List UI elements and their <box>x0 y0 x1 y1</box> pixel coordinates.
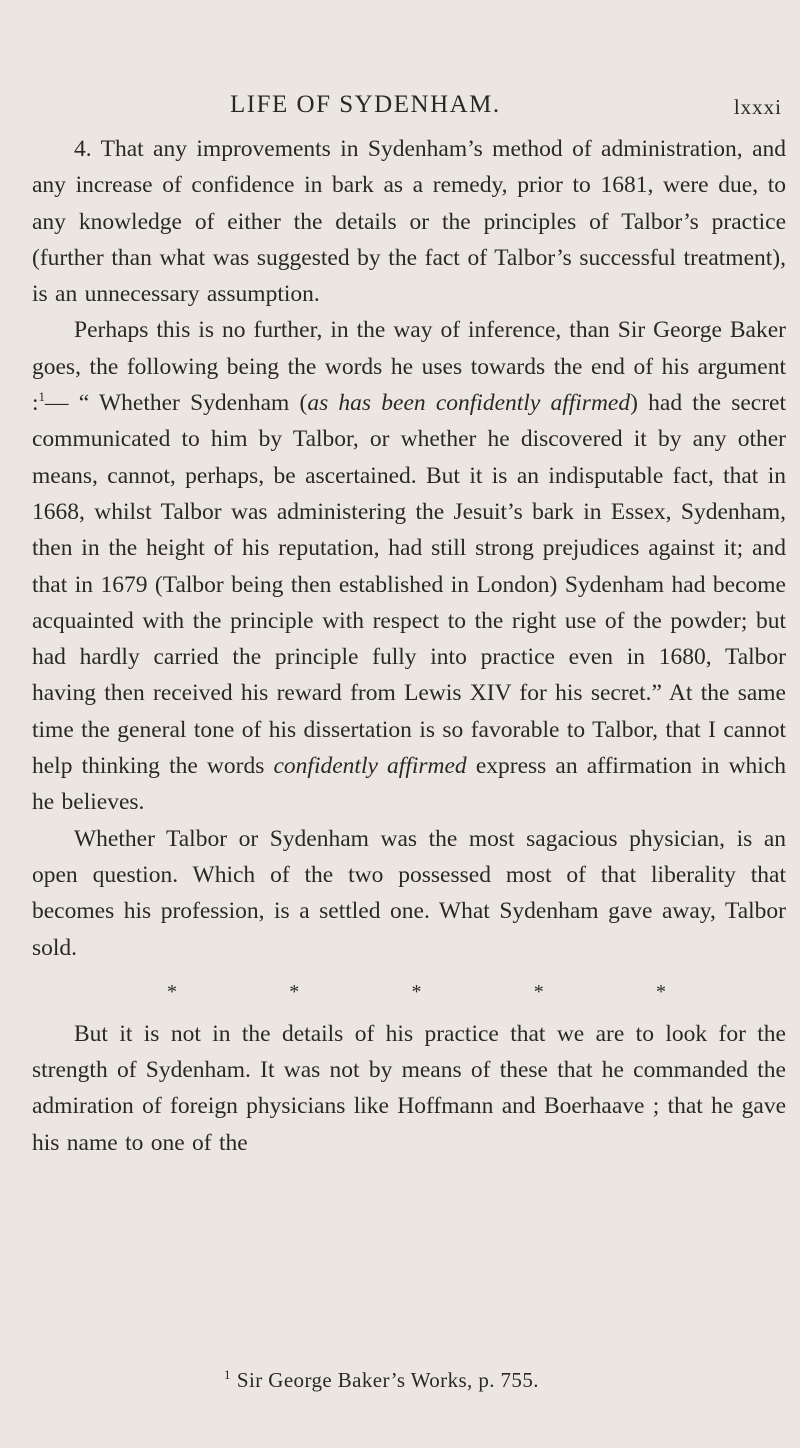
paragraph-baker-quote <box>32 312 786 820</box>
footnote-reference: 1 <box>38 389 46 405</box>
italic-phrase: as has been confidently affirmed <box>307 390 631 417</box>
paragraph-point-4: 4. That any improvements in Sydenham’s method of administration, and any increase of confidence in bark as a remedy, prior to 1681, were due, to any knowledge of either the details or the principles of Talbor’s practice (further than what was suggested by the fact of Talbor’s successful treatment), is an unnecessary assumption. <box>32 136 786 308</box>
asterisk-separator: * <box>533 980 544 1003</box>
paragraph-comparison: Whether Talbor or Sydenham was the most sagacious physician, is an open question. Which of the two possessed most of that liberality that becomes his profession, is a settled one. What Sydenham gave away, Talbor sold. <box>32 825 786 961</box>
footnote-mark: 1 <box>224 1367 231 1382</box>
running-title: LIFE OF SYDENHAM. <box>230 91 501 118</box>
asterisk-separator: * <box>167 980 177 1003</box>
asterisk-separator: * <box>656 980 666 1003</box>
paragraph-strength: But it is not in the details of his practice that we are to look for the strength of Sydenham. It was not by means of these that he commanded the admiration of foreign physicians like Hoffmann and Boerhaave ; that he gave his name to one of the <box>32 1020 786 1156</box>
paragraph-text: ) had the secret communicated to him by Talbor, or whether he discovered it by any other means, cannot, perhaps, be ascertained. But it is an indisputable fact, that in 1668, whilst Talbor was administering the Jesuit’s bark in Essex, Sydenham, then in the height of his reputation, had still strong prejudices against it; and that in 1679 (Talbor being then established in London) Sydenham had become acquainted with the principle with respect to the right use of the powder; but had hardly carried the principle fully into practice even in 1680, Talbor having then received his reward from Lewis XIV for his secret.” At the same time the general tone of his dissertation is so favorable to Talbor, that I cannot help thinking the words <box>32 390 786 780</box>
running-head <box>0 88 800 122</box>
paragraph-text: Perhaps this is no further, in the way of inference, than Sir George Baker goes, the following being the words he uses towards the end of his argument : <box>32 317 786 417</box>
italic-phrase: confidently affirmed <box>273 753 467 780</box>
paragraph-text: express an affirmation in which he believes. <box>32 753 787 816</box>
section-separator <box>32 968 786 1016</box>
page-number: lxxxi <box>733 95 782 119</box>
asterisk-separator: * <box>289 980 300 1003</box>
footnote-text: Sir George Baker’s Works, p. 755. <box>236 1368 539 1392</box>
body-text <box>32 131 786 1161</box>
footnote <box>224 1365 539 1395</box>
asterisk-separator: * <box>411 980 422 1003</box>
paragraph-text: — “ Whether Sydenham ( <box>45 390 308 417</box>
